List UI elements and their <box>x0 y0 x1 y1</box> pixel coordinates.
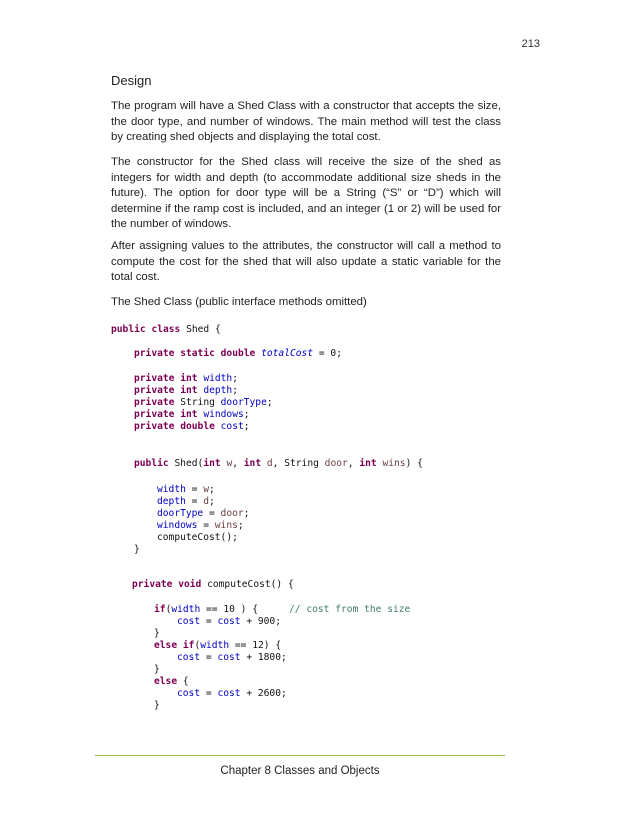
code-line: cost = cost + 1800; <box>177 652 287 663</box>
code-line: } <box>154 664 160 675</box>
section-heading: Design <box>111 73 152 88</box>
code-line: depth = d; <box>157 496 215 507</box>
code-line: cost = cost + 900; <box>177 616 281 627</box>
code-line: else { <box>154 676 189 687</box>
code-line: private int windows; <box>134 409 250 420</box>
code-line: width = w; <box>157 484 215 495</box>
code-line: doorType = door; <box>157 508 250 519</box>
code-line: public class Shed { <box>111 324 221 335</box>
paragraph-intro: The program will have a Shed Class with a constructor that accepts the size, the door type, and number of windows. The main method will test the class by creating shed objects and displaying the total cost. <box>111 100 501 144</box>
code-line: else if(width == 12) { <box>154 640 282 651</box>
footer-chapter-title: Chapter 8 Classes and Objects <box>220 765 380 777</box>
paragraph-class-caption: The Shed Class (public interface methods omitted) <box>111 296 367 308</box>
footer-divider <box>95 755 505 756</box>
code-line: computeCost(); <box>157 532 238 543</box>
code-comment: // cost from the size <box>289 604 411 615</box>
code-line: private void computeCost() { <box>132 579 294 590</box>
code-line: private String doorType; <box>134 397 273 408</box>
code-line: private int width; <box>134 373 238 384</box>
code-line: } <box>154 628 160 639</box>
code-line: public Shed(int w, int d, String door, int wins) { <box>134 458 423 469</box>
code-line: } <box>154 700 160 711</box>
code-line: private int depth; <box>134 385 238 396</box>
code-line: windows = wins; <box>157 520 244 531</box>
paragraph-constructor: The constructor for the Shed class will receive the size of the shed as integers for width and depth (to accommodate additional size sheds in the future). The option for door type will be a String (“S” or “D”) which will determine if the ramp cost is included, and an integer (1 or 2) will be used for the number of windows. <box>111 156 501 231</box>
paragraph-compute: After assigning values to the attributes, the constructor will call a method to compute the cost for the shed that will also update a static variable for the total cost. <box>111 240 501 284</box>
code-line: private double cost; <box>134 421 250 432</box>
code-line: } <box>134 544 140 555</box>
code-line: if(width == 10 ) { <box>154 604 259 615</box>
code-line: private static double totalCost = 0; <box>134 348 342 359</box>
page-number: 213 <box>521 38 540 50</box>
code-line: cost = cost + 2600; <box>177 688 287 699</box>
